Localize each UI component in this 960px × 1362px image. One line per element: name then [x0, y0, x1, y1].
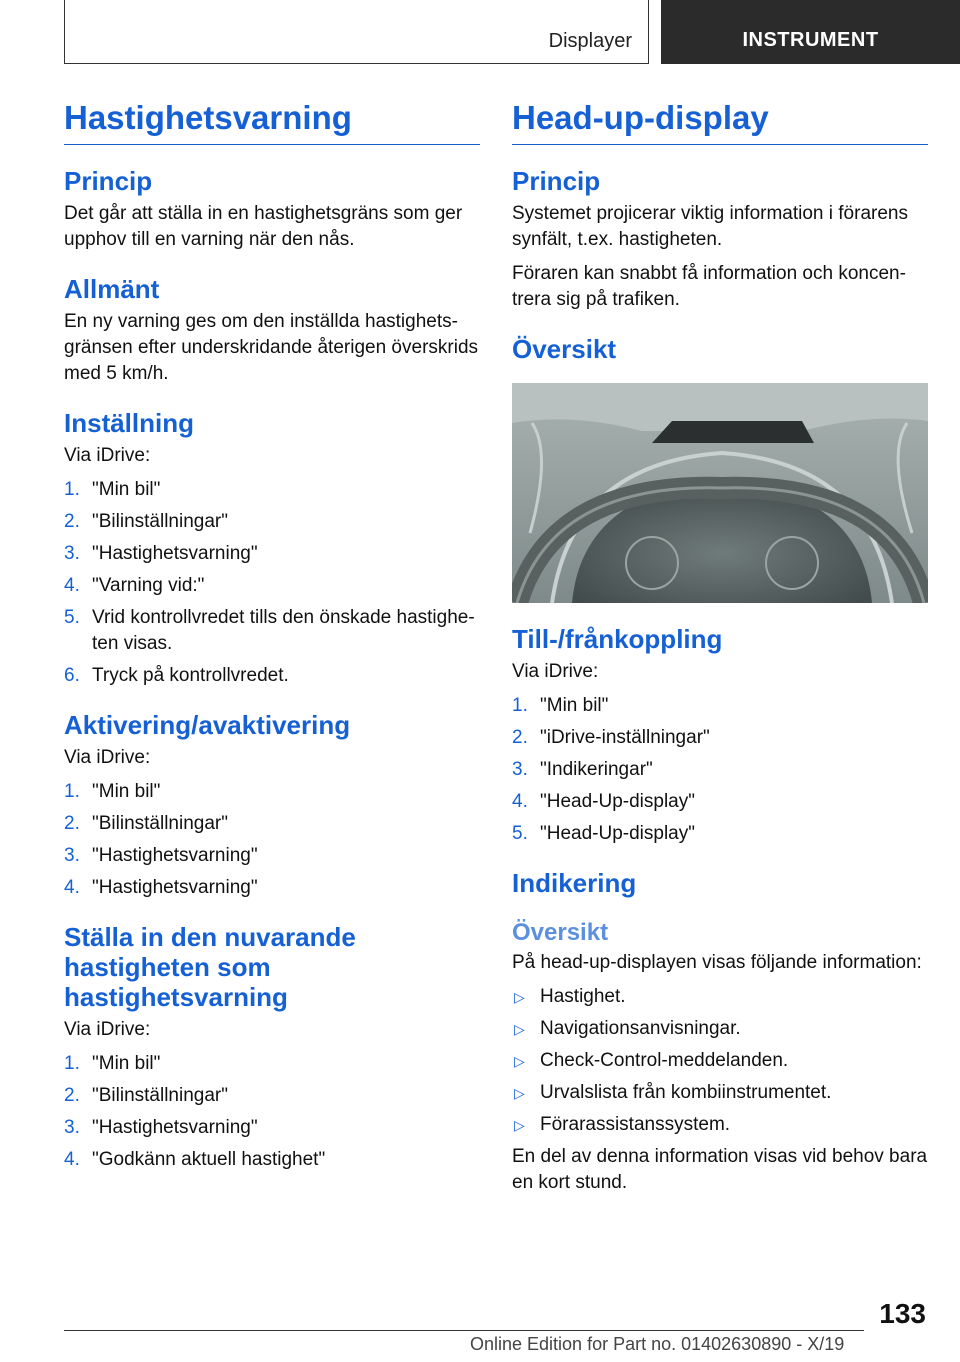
heading-indikering: Indikering — [512, 867, 637, 898]
list-item: 2. "Bilinställningar" — [64, 1084, 228, 1106]
koppling-intro: Via iDrive: — [512, 660, 599, 682]
list-item: ▷ Check-Control-meddelanden. — [512, 1048, 928, 1074]
heading-allmant: Allmänt — [64, 274, 160, 305]
triangle-bullet-icon: ▷ — [514, 989, 525, 1006]
header-section-box — [64, 0, 649, 64]
princip-right-text-1: Systemet projicerar viktig information i förarens synfält, t.ex. hastigheten. — [512, 203, 908, 251]
left-column — [64, 100, 480, 1179]
list-item: ▷ Förarassistanssystem. — [512, 1112, 928, 1138]
list-item: 1. "Min bil" — [64, 1052, 161, 1074]
list-item: 4. "Hastighetsvarning" — [64, 876, 258, 898]
koppling-steps — [512, 693, 928, 847]
left-title: Hastighetsvarning — [64, 100, 480, 145]
list-item: 6. Tryck på kontrollvredet. — [64, 664, 289, 686]
heading-installning: Inställning — [64, 408, 194, 439]
triangle-bullet-icon: ▷ — [514, 1021, 525, 1038]
page-number: 133 — [879, 1298, 926, 1329]
heading-oversikt: Översikt — [512, 334, 617, 365]
allmant-text: En ny varning ges om den inställda hastighetsgränsen efter underskridande återigen överskrids med 5 km/h. — [64, 311, 479, 385]
aktivering-intro: Via iDrive: — [64, 746, 151, 768]
head-up-display-photo — [512, 383, 928, 603]
list-item: ▷ Hastighet. — [512, 984, 928, 1010]
installning-steps — [64, 477, 480, 689]
list-item: 4. "Godkänn aktuell hastighet" — [64, 1148, 326, 1170]
footer-edition: Online Edition for Part no. 01402630890 - X/19 — [470, 1334, 845, 1354]
list-item: 2. "Bilinställningar" — [64, 812, 228, 834]
list-item: 1. "Min bil" — [64, 478, 161, 500]
heading-aktivering: Aktivering/avaktivering — [64, 709, 351, 740]
indikering-intro: På head-up-displayen visas följande information: — [512, 952, 922, 974]
list-item: 1. "Min bil" — [64, 780, 161, 802]
heading-princip-left: Princip — [64, 166, 153, 197]
list-item: 2. "Bilinställningar" — [64, 510, 228, 532]
list-item: 5. Vrid kontrollvredet tills den önskade hastigheten visas. — [64, 606, 475, 654]
list-item: 3. "Hastighetsvarning" — [64, 1116, 258, 1138]
installning-intro: Via iDrive: — [64, 444, 151, 466]
princip-right-text-2: Föraren kan snabbt få information och koncentrera sig på trafiken. — [512, 263, 906, 311]
triangle-bullet-icon: ▷ — [514, 1053, 525, 1070]
princip-left-text: Det går att ställa in en hastighetsgräns som ger upphov till en varning när den nås. — [64, 203, 463, 251]
list-item: 4. "Head-Up-display" — [512, 790, 695, 812]
indikering-outro: En del av denna information visas vid behov bara en kort stund. — [512, 1146, 928, 1194]
subheading-oversikt: Översikt — [512, 918, 609, 946]
list-item: 3. "Hastighetsvarning" — [64, 844, 258, 866]
list-item: ▷ Urvalslista från kombiinstrumentet. — [512, 1080, 928, 1106]
list-item: ▷ Navigationsanvisningar. — [512, 1016, 928, 1042]
list-item: 3. "Hastighetsvarning" — [64, 542, 258, 564]
heading-koppling: Till-/frånkoppling — [512, 624, 723, 655]
list-item: 3. "Indikeringar" — [512, 758, 653, 780]
indikering-items — [512, 984, 928, 1138]
stalla-intro: Via iDrive: — [64, 1018, 151, 1040]
chapter-tab: INSTRUMENT — [661, 0, 960, 64]
right-title: Head-up-display — [512, 100, 928, 145]
list-item: 5. "Head-Up-display" — [512, 822, 695, 844]
stalla-steps — [64, 1051, 480, 1173]
list-item: 4. "Varning vid:" — [64, 574, 205, 596]
triangle-bullet-icon: ▷ — [514, 1085, 525, 1102]
triangle-bullet-icon: ▷ — [514, 1117, 525, 1134]
right-column — [512, 100, 928, 1204]
heading-stalla: Ställa in den nuvarande hastigheten som hastighetsvarning — [64, 921, 356, 1012]
footer-divider — [64, 1330, 864, 1331]
section-title: Displayer — [548, 30, 632, 52]
aktivering-steps — [64, 779, 480, 901]
heading-princip-right: Princip — [512, 166, 601, 197]
list-item: 1. "Min bil" — [512, 694, 609, 716]
list-item: 2. "iDrive-inställningar" — [512, 726, 710, 748]
